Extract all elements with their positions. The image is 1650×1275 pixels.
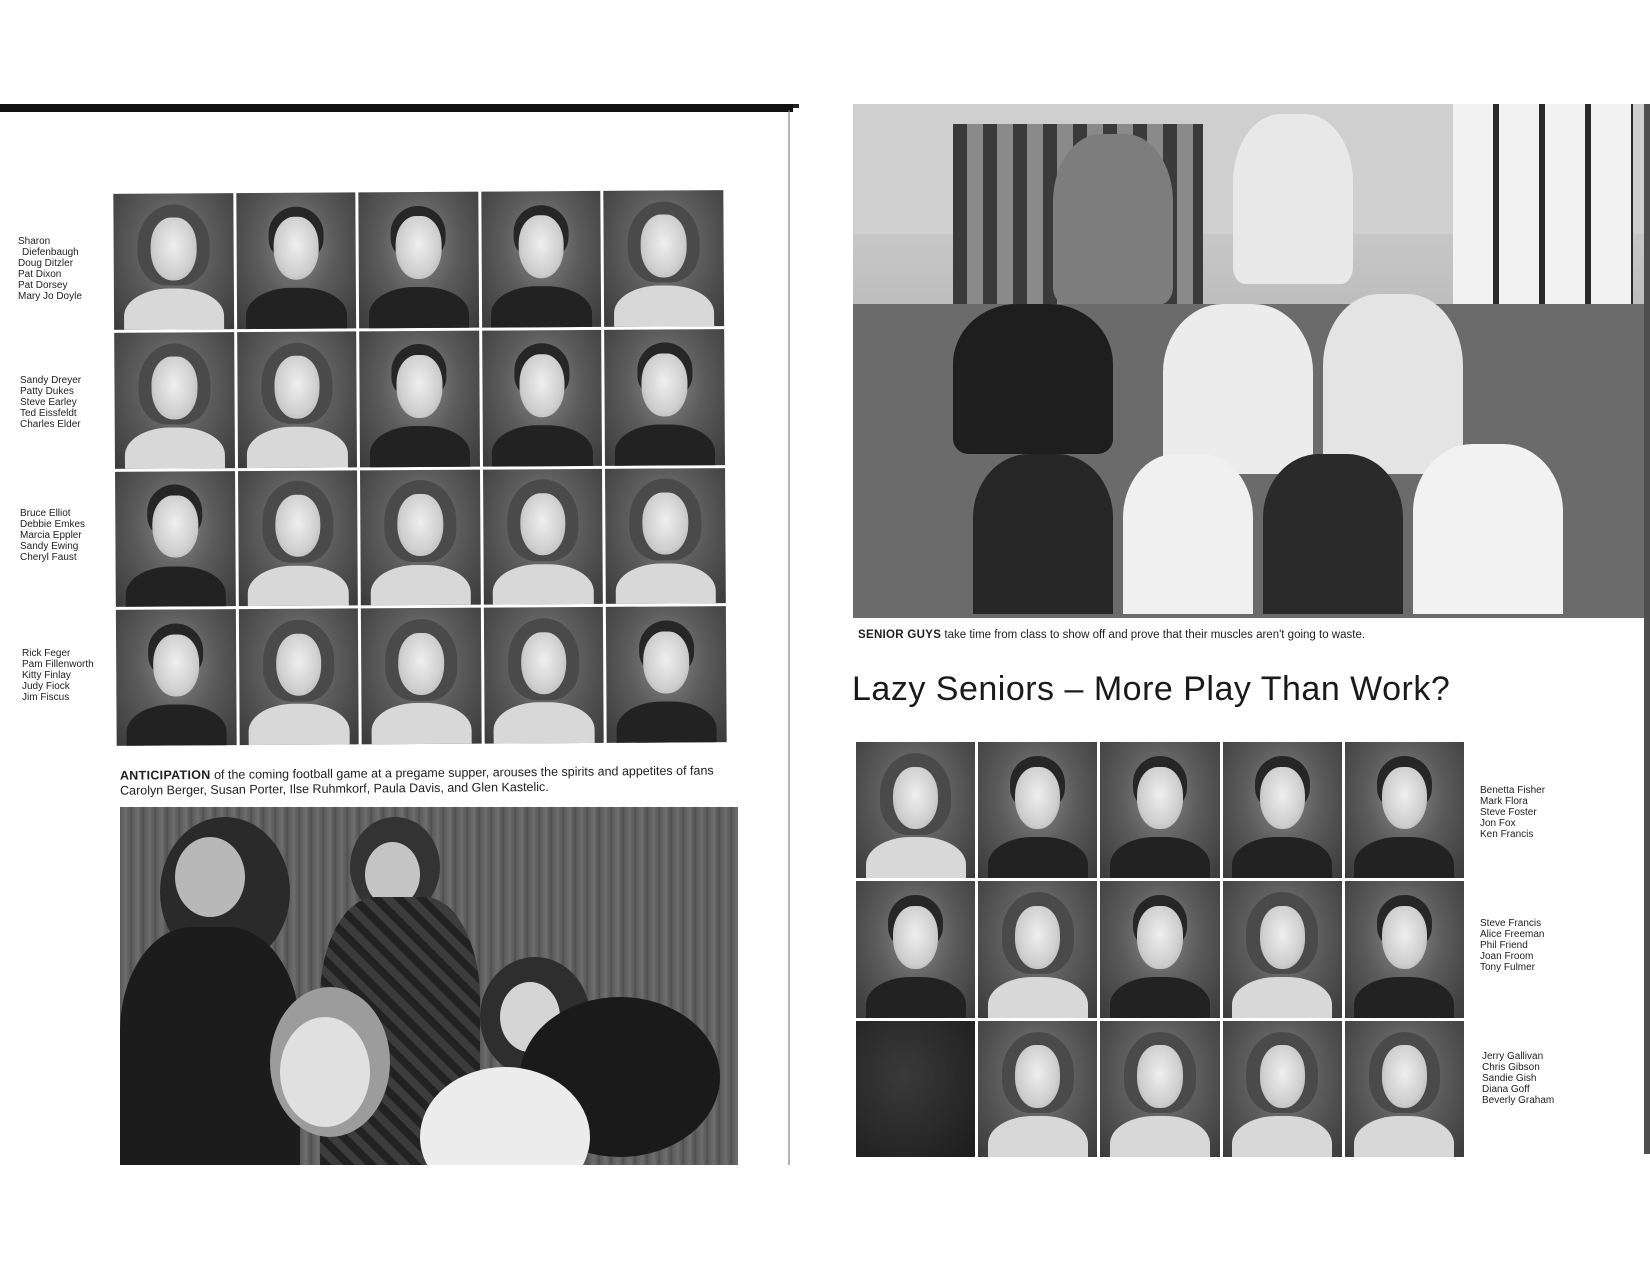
name-list-left-row-1 bbox=[18, 236, 82, 302]
student-name: Beverly Graham bbox=[1482, 1095, 1555, 1106]
student-name: Tony Fulmer bbox=[1480, 962, 1536, 973]
name-list-left-row-4 bbox=[22, 648, 94, 703]
student-name: Pam Fillenworth bbox=[22, 659, 94, 670]
student-portrait bbox=[1345, 881, 1464, 1017]
student-portrait bbox=[238, 609, 358, 745]
student-portrait bbox=[856, 1021, 975, 1157]
student-name: Ken Francis bbox=[1480, 829, 1534, 840]
name-list-right-row-2 bbox=[1480, 918, 1544, 973]
senior-guys-pyramid-photo bbox=[853, 104, 1644, 618]
student-portrait bbox=[605, 468, 725, 604]
student-portrait bbox=[481, 191, 601, 327]
student-name: Joan Froom bbox=[1480, 951, 1534, 962]
student-name: Doug Ditzler bbox=[18, 258, 74, 269]
student-portrait bbox=[1223, 742, 1342, 878]
student-name: Sandy Dreyer bbox=[20, 375, 82, 386]
student-name: Sandie Gish bbox=[1482, 1073, 1537, 1084]
name-list-left-row-2 bbox=[20, 375, 81, 430]
student-name: Benetta Fisher bbox=[1480, 785, 1546, 796]
caption-text: of the coming football game at a pregame supper, arouses the spirits and appetites of fans Carolyn Berger, Susan Porter, Ilse Ruhmkorf, Paula Davis, and Glen Kastelic. bbox=[120, 763, 714, 798]
student-portrait bbox=[238, 470, 358, 606]
student-portrait bbox=[361, 608, 481, 744]
student-portrait bbox=[483, 468, 603, 604]
student-name: Sandy Ewing bbox=[20, 541, 79, 552]
student-name: Cheryl Faust bbox=[20, 552, 77, 563]
student-portrait bbox=[606, 606, 726, 742]
student-portrait bbox=[359, 192, 479, 328]
student-name: Steve Francis bbox=[1480, 918, 1542, 929]
senior-guys-caption bbox=[858, 628, 1618, 643]
student-name: Patty Dukes bbox=[20, 386, 74, 397]
page-right-edge bbox=[1644, 104, 1650, 1154]
name-list-right-row-1 bbox=[1480, 785, 1545, 840]
student-portrait bbox=[114, 332, 234, 468]
student-portrait bbox=[116, 609, 236, 745]
student-name: Ted Eissfeldt bbox=[20, 408, 77, 419]
student-name: Alice Freeman bbox=[1480, 929, 1545, 940]
student-portrait bbox=[360, 469, 480, 605]
page-gutter bbox=[788, 110, 790, 1165]
right-portrait-grid bbox=[856, 742, 1464, 1157]
student-name: Sharon bbox=[18, 236, 51, 247]
student-portrait bbox=[237, 331, 357, 467]
student-name: Mary Jo Doyle bbox=[18, 291, 82, 302]
student-name: Pat Dixon bbox=[18, 269, 62, 280]
student-portrait bbox=[1100, 881, 1219, 1017]
student-name: Bruce Elliot bbox=[20, 508, 71, 519]
student-name: Marcia Eppler bbox=[20, 530, 82, 541]
student-portrait bbox=[978, 1021, 1097, 1157]
student-portrait bbox=[482, 330, 602, 466]
student-name: Charles Elder bbox=[20, 419, 81, 430]
student-name: Kitty Finlay bbox=[22, 670, 71, 681]
student-portrait bbox=[1345, 742, 1464, 878]
student-name: Jim Fiscus bbox=[22, 692, 70, 703]
pregame-supper-photo bbox=[120, 807, 738, 1165]
student-name: Steve Earley bbox=[20, 397, 77, 408]
student-portrait bbox=[1223, 1021, 1342, 1157]
student-name: Rick Feger bbox=[22, 648, 71, 659]
caption-text: take time from class to show off and prove that their muscles aren't going to waste. bbox=[941, 629, 1366, 641]
student-name: Steve Foster bbox=[1480, 807, 1537, 818]
page-headline: Lazy Seniors – More Play Than Work? bbox=[852, 670, 1451, 708]
student-portrait bbox=[236, 192, 356, 328]
student-portrait bbox=[113, 193, 233, 329]
student-name: Jerry Gallivan bbox=[1482, 1051, 1544, 1062]
student-name: Diefenbaugh bbox=[22, 247, 79, 258]
name-list-right-row-3 bbox=[1482, 1051, 1554, 1106]
anticipation-caption bbox=[120, 763, 735, 798]
student-portrait bbox=[1223, 881, 1342, 1017]
student-name: Pat Dorsey bbox=[18, 280, 68, 291]
caption-lead: ANTICIPATION bbox=[119, 767, 211, 783]
page-top-rule bbox=[0, 104, 793, 112]
student-name: Diana Goff bbox=[1482, 1084, 1530, 1095]
student-name: Judy Fiock bbox=[22, 681, 70, 692]
name-list-left-row-3 bbox=[20, 508, 85, 563]
student-name: Phil Friend bbox=[1480, 940, 1528, 951]
caption-lead: SENIOR GUYS bbox=[858, 629, 942, 641]
left-portrait-grid bbox=[113, 190, 726, 746]
student-portrait bbox=[115, 471, 235, 607]
student-portrait bbox=[1100, 742, 1219, 878]
student-portrait bbox=[604, 190, 724, 326]
student-portrait bbox=[359, 330, 479, 466]
student-portrait bbox=[484, 607, 604, 743]
page-top-rule-end bbox=[793, 104, 799, 108]
student-portrait bbox=[1100, 1021, 1219, 1157]
student-portrait bbox=[978, 881, 1097, 1017]
student-portrait bbox=[978, 742, 1097, 878]
student-name: Jon Fox bbox=[1480, 818, 1516, 829]
student-portrait bbox=[605, 329, 725, 465]
student-portrait bbox=[856, 881, 975, 1017]
student-portrait bbox=[856, 742, 975, 878]
student-name: Chris Gibson bbox=[1482, 1062, 1540, 1073]
student-portrait bbox=[1345, 1021, 1464, 1157]
student-name: Mark Flora bbox=[1480, 796, 1528, 807]
student-name: Debbie Emkes bbox=[20, 519, 86, 530]
